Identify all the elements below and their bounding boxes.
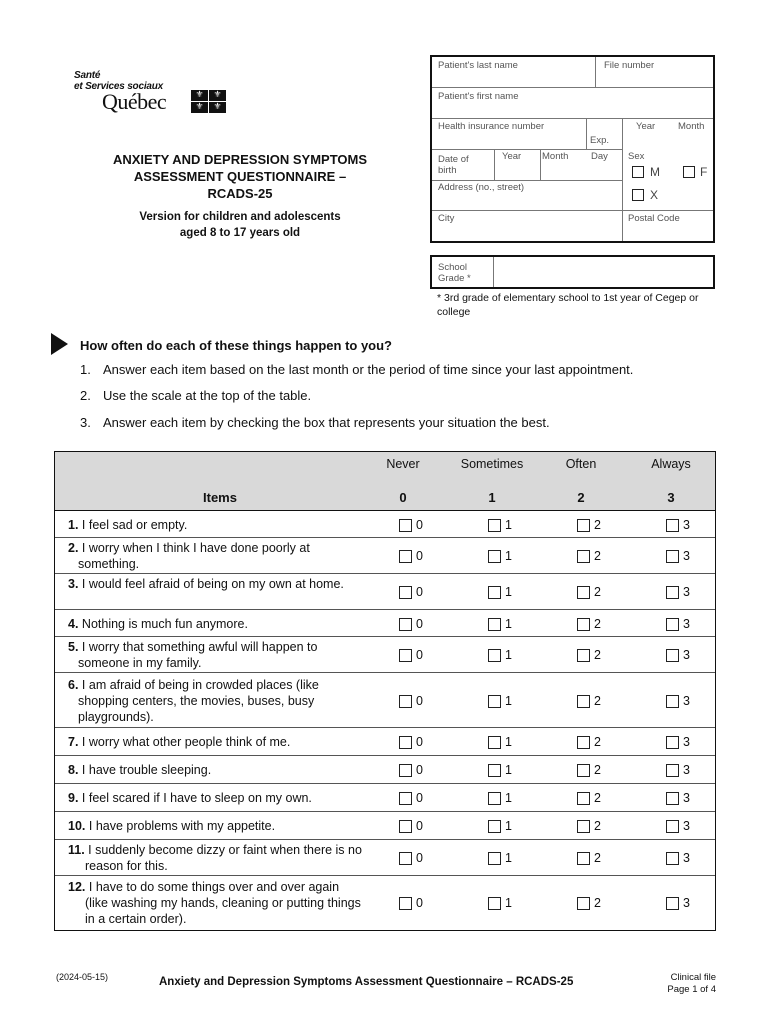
answer-value: 1 — [505, 791, 512, 805]
answer-option-2[interactable] — [577, 647, 601, 663]
sex-label: Sex — [628, 151, 645, 162]
answer-value: 0 — [416, 896, 423, 910]
item-text: 6. I am afraid of being in crowded places (like shopping centers, the movies, buses, busy playgrounds). — [68, 678, 319, 724]
answer-value: 3 — [683, 896, 690, 910]
answer-checkbox[interactable] — [577, 618, 590, 631]
answer-checkbox[interactable] — [577, 586, 590, 599]
answer-checkbox[interactable] — [577, 649, 590, 662]
answer-option-1[interactable] — [488, 616, 512, 632]
answer-checkbox[interactable] — [488, 649, 501, 662]
answer-option-0[interactable] — [399, 895, 423, 911]
hi-year-label: Year — [636, 121, 656, 132]
scale-value-2: 2 — [577, 490, 585, 505]
table-row — [55, 673, 715, 728]
answer-option-0[interactable] — [399, 517, 423, 533]
answer-checkbox[interactable] — [399, 649, 412, 662]
answer-value: 2 — [594, 819, 601, 833]
sex-m-checkbox[interactable] — [632, 166, 644, 178]
file-number-field[interactable]: File number — [604, 60, 655, 71]
answer-checkbox[interactable] — [666, 820, 679, 833]
answer-checkbox[interactable] — [399, 695, 412, 708]
answer-value: 1 — [505, 896, 512, 910]
answer-option-3[interactable] — [666, 850, 690, 866]
question-heading: How often do each of these things happen to you? — [80, 338, 392, 353]
answer-checkbox[interactable] — [488, 792, 501, 805]
school-grade-note: * 3rd grade of elementary school to 1st year of Cegep or college — [437, 292, 699, 318]
answer-value: 3 — [683, 549, 690, 563]
answer-option-1[interactable] — [488, 850, 512, 866]
answer-value: 3 — [683, 819, 690, 833]
answer-checkbox[interactable] — [488, 852, 501, 865]
item-text: 9. I feel scared if I have to sleep on my own. — [68, 791, 312, 805]
city-field[interactable]: City — [438, 213, 455, 224]
answer-option-1[interactable] — [488, 762, 512, 778]
table-row — [55, 511, 715, 538]
answer-option-1[interactable] — [488, 548, 512, 564]
answer-option-2[interactable] — [577, 850, 601, 866]
answer-option-1[interactable] — [488, 693, 512, 709]
answer-value: 0 — [416, 549, 423, 563]
answer-value: 0 — [416, 819, 423, 833]
table-row — [55, 812, 715, 840]
answer-option-0[interactable] — [399, 584, 423, 600]
answer-option-3[interactable] — [666, 647, 690, 663]
table-row — [55, 574, 715, 610]
answer-option-0[interactable] — [399, 762, 423, 778]
table-row — [55, 637, 715, 673]
postal-code-field[interactable]: Postal Code — [628, 213, 680, 224]
answer-checkbox[interactable] — [666, 764, 679, 777]
answer-checkbox[interactable] — [488, 820, 501, 833]
answer-option-2[interactable] — [577, 693, 601, 709]
answer-option-0[interactable] — [399, 693, 423, 709]
answer-option-3[interactable] — [666, 517, 690, 533]
footer-title: Anxiety and Depression Symptoms Assessment Questionnaire – RCADS-25 — [159, 976, 574, 988]
dob-month-label: Month — [542, 151, 569, 162]
footer-page-info: Clinical file Page 1 of 4 — [667, 972, 716, 995]
school-grade-label: School Grade * — [438, 262, 471, 284]
sex-m-label: M — [650, 165, 660, 179]
answer-option-1[interactable] — [488, 517, 512, 533]
dob-day-label: Day — [591, 151, 608, 162]
answer-checkbox[interactable] — [666, 852, 679, 865]
scale-label-often: Often — [565, 457, 597, 471]
answer-option-2[interactable] — [577, 548, 601, 564]
answer-checkbox[interactable] — [577, 897, 590, 910]
items-header: Items — [203, 490, 237, 505]
answer-value: 3 — [683, 585, 690, 599]
form-subtitle: Version for children and adolescents aged 8 to 17 years old — [139, 211, 341, 239]
item-text: 12. I have to do some things over and over again (like washing my hands, cleaning or putting things in a certain order). — [68, 880, 361, 926]
answer-value: 1 — [505, 735, 512, 749]
form-title: ANXIETY AND DEPRESSION SYMPTOMS ASSESSMENT QUESTIONNAIRE – RCADS-25 — [112, 152, 368, 201]
answer-option-0[interactable] — [399, 790, 423, 806]
health-insurance-field[interactable]: Health insurance number — [438, 121, 545, 132]
scale-label-always: Always — [651, 457, 691, 471]
answer-checkbox[interactable] — [666, 586, 679, 599]
answer-value: 2 — [594, 549, 601, 563]
answer-checkbox[interactable] — [577, 820, 590, 833]
school-grade-box — [430, 255, 715, 289]
answer-checkbox[interactable] — [399, 586, 412, 599]
answer-value: 0 — [416, 694, 423, 708]
sex-f-label: F — [700, 165, 708, 179]
item-text: 2. I worry when I think I have done poorly at something. — [68, 541, 310, 571]
answer-option-3[interactable] — [666, 895, 690, 911]
answer-option-3[interactable] — [666, 548, 690, 564]
answer-checkbox[interactable] — [666, 792, 679, 805]
item-text: 8. I have trouble sleeping. — [68, 763, 212, 777]
answer-checkbox[interactable] — [577, 550, 590, 563]
answer-value: 0 — [416, 851, 423, 865]
table-header — [55, 452, 715, 511]
answer-value: 3 — [683, 763, 690, 777]
answer-option-2[interactable] — [577, 517, 601, 533]
answer-option-0[interactable] — [399, 548, 423, 564]
scale-label-sometimes: Sometimes — [460, 457, 524, 471]
item-text: 7. I worry what other people think of me. — [68, 735, 291, 749]
answer-option-3[interactable] — [666, 734, 690, 750]
answer-checkbox[interactable] — [666, 649, 679, 662]
answer-value: 3 — [683, 735, 690, 749]
answer-value: 3 — [683, 791, 690, 805]
answer-value: 0 — [416, 791, 423, 805]
answer-option-3[interactable] — [666, 616, 690, 632]
answer-value: 1 — [505, 549, 512, 563]
answer-option-2[interactable] — [577, 790, 601, 806]
answer-value: 1 — [505, 763, 512, 777]
answer-option-2[interactable] — [577, 762, 601, 778]
answer-value: 3 — [683, 518, 690, 532]
date-of-birth-field[interactable]: Date of birth — [438, 154, 469, 176]
answer-checkbox[interactable] — [666, 736, 679, 749]
answer-option-3[interactable] — [666, 693, 690, 709]
answer-checkbox[interactable] — [399, 897, 412, 910]
answer-option-0[interactable] — [399, 647, 423, 663]
logo-line-sante: Santé — [74, 70, 101, 81]
instruction-step: 3. Answer each item by checking the box that represents your situation the best. — [80, 415, 550, 430]
answer-value: 2 — [594, 518, 601, 532]
answer-option-0[interactable] — [399, 850, 423, 866]
answer-value: 1 — [505, 617, 512, 631]
answer-option-3[interactable] — [666, 818, 690, 834]
answer-value: 1 — [505, 648, 512, 662]
scale-label-never: Never — [386, 457, 420, 471]
first-name-field[interactable]: Patient's first name — [438, 91, 519, 102]
answer-checkbox[interactable] — [488, 550, 501, 563]
answer-checkbox[interactable] — [399, 792, 412, 805]
item-text: 1. I feel sad or empty. — [68, 518, 188, 532]
answer-value: 1 — [505, 518, 512, 532]
answer-value: 2 — [594, 735, 601, 749]
answer-option-2[interactable] — [577, 734, 601, 750]
answer-checkbox[interactable] — [666, 897, 679, 910]
answer-checkbox[interactable] — [577, 852, 590, 865]
answer-option-2[interactable] — [577, 895, 601, 911]
instruction-step: 2. Use the scale at the top of the table. — [80, 388, 312, 403]
answer-value: 2 — [594, 694, 601, 708]
answer-value: 2 — [594, 585, 601, 599]
answer-value: 2 — [594, 851, 601, 865]
table-row — [55, 756, 715, 784]
patient-info-box — [430, 55, 715, 243]
answer-checkbox[interactable] — [666, 519, 679, 532]
table-row — [55, 538, 715, 574]
answer-option-0[interactable] — [399, 818, 423, 834]
assessment-table — [54, 451, 716, 931]
logo-line-quebec: Québec — [102, 89, 167, 114]
answer-value: 1 — [505, 819, 512, 833]
item-text: 10. I have problems with my appetite. — [68, 819, 276, 833]
answer-checkbox[interactable] — [577, 519, 590, 532]
answer-option-1[interactable] — [488, 647, 512, 663]
answer-checkbox[interactable] — [488, 695, 501, 708]
answer-checkbox[interactable] — [488, 586, 501, 599]
footer-date: (2024-05-15) — [56, 972, 109, 982]
answer-option-3[interactable] — [666, 762, 690, 778]
answer-value: 0 — [416, 648, 423, 662]
answer-value: 0 — [416, 518, 423, 532]
table-row — [55, 728, 715, 756]
item-text: 4. Nothing is much fun anymore. — [68, 617, 248, 631]
answer-option-0[interactable] — [399, 734, 423, 750]
table-row — [55, 610, 715, 637]
answer-checkbox[interactable] — [488, 764, 501, 777]
answer-option-2[interactable] — [577, 616, 601, 632]
answer-checkbox[interactable] — [488, 736, 501, 749]
instruction-step: 1. Answer each item based on the last month or the period of time since your last appointment. — [80, 362, 634, 377]
answer-value: 2 — [594, 648, 601, 662]
answer-checkbox[interactable] — [488, 897, 501, 910]
item-text: 5. I worry that something awful will happen to someone in my family. — [68, 640, 318, 670]
answer-checkbox[interactable] — [488, 519, 501, 532]
last-name-field[interactable]: Patient's last name — [438, 60, 518, 71]
answer-value: 0 — [416, 585, 423, 599]
answer-option-2[interactable] — [577, 818, 601, 834]
table-row — [55, 876, 715, 930]
answer-option-3[interactable] — [666, 584, 690, 600]
answer-option-1[interactable] — [488, 734, 512, 750]
answer-checkbox[interactable] — [399, 764, 412, 777]
scale-value-3: 3 — [667, 490, 675, 505]
scale-value-1: 1 — [488, 490, 496, 505]
hi-month-label: Month — [678, 121, 705, 132]
answer-checkbox[interactable] — [666, 695, 679, 708]
quebec-logo — [74, 70, 234, 120]
answer-value: 1 — [505, 585, 512, 599]
answer-value: 1 — [505, 851, 512, 865]
answer-checkbox[interactable] — [399, 618, 412, 631]
answer-value: 3 — [683, 851, 690, 865]
answer-value: 2 — [594, 791, 601, 805]
table-row — [55, 840, 715, 876]
item-text: 3. I would feel afraid of being on my own at home. — [68, 577, 344, 591]
answer-value: 0 — [416, 617, 423, 631]
table-row — [55, 784, 715, 812]
answer-checkbox[interactable] — [577, 792, 590, 805]
answer-value: 3 — [683, 694, 690, 708]
answer-value: 1 — [505, 694, 512, 708]
answer-value: 2 — [594, 896, 601, 910]
answer-checkbox[interactable] — [399, 736, 412, 749]
answer-checkbox[interactable] — [399, 519, 412, 532]
answer-checkbox[interactable] — [399, 852, 412, 865]
answer-value: 0 — [416, 763, 423, 777]
answer-checkbox[interactable] — [577, 736, 590, 749]
sex-x-checkbox[interactable] — [632, 189, 644, 201]
answer-option-0[interactable] — [399, 616, 423, 632]
fleur-de-lis-flag-icon: ⚜ ⚜ ⚜ ⚜ — [191, 90, 226, 114]
answer-checkbox[interactable] — [666, 618, 679, 631]
scale-value-0: 0 — [399, 490, 407, 505]
answer-checkbox[interactable] — [488, 618, 501, 631]
answer-checkbox[interactable] — [666, 550, 679, 563]
answer-option-2[interactable] — [577, 584, 601, 600]
answer-value: 3 — [683, 648, 690, 662]
answer-option-1[interactable] — [488, 790, 512, 806]
answer-checkbox[interactable] — [399, 550, 412, 563]
sex-x-label: X — [650, 188, 659, 202]
answer-option-1[interactable] — [488, 584, 512, 600]
answer-value: 3 — [683, 617, 690, 631]
answer-option-1[interactable] — [488, 895, 512, 911]
answer-value: 0 — [416, 735, 423, 749]
answer-checkbox[interactable] — [399, 820, 412, 833]
dob-year-label: Year — [502, 151, 522, 162]
exp-label: Exp. — [590, 135, 610, 146]
item-text: 11. I suddenly become dizzy or faint when there is no reason for this. — [68, 843, 362, 873]
answer-value: 2 — [594, 763, 601, 777]
answer-value: 2 — [594, 617, 601, 631]
sex-f-checkbox[interactable] — [683, 166, 695, 178]
answer-option-1[interactable] — [488, 818, 512, 834]
arrow-right-icon — [51, 333, 68, 355]
answer-checkbox[interactable] — [577, 695, 590, 708]
logo-line-services: et Services sociaux — [74, 81, 164, 92]
answer-checkbox[interactable] — [577, 764, 590, 777]
address-field[interactable]: Address (no., street) — [438, 182, 525, 193]
answer-option-3[interactable] — [666, 790, 690, 806]
